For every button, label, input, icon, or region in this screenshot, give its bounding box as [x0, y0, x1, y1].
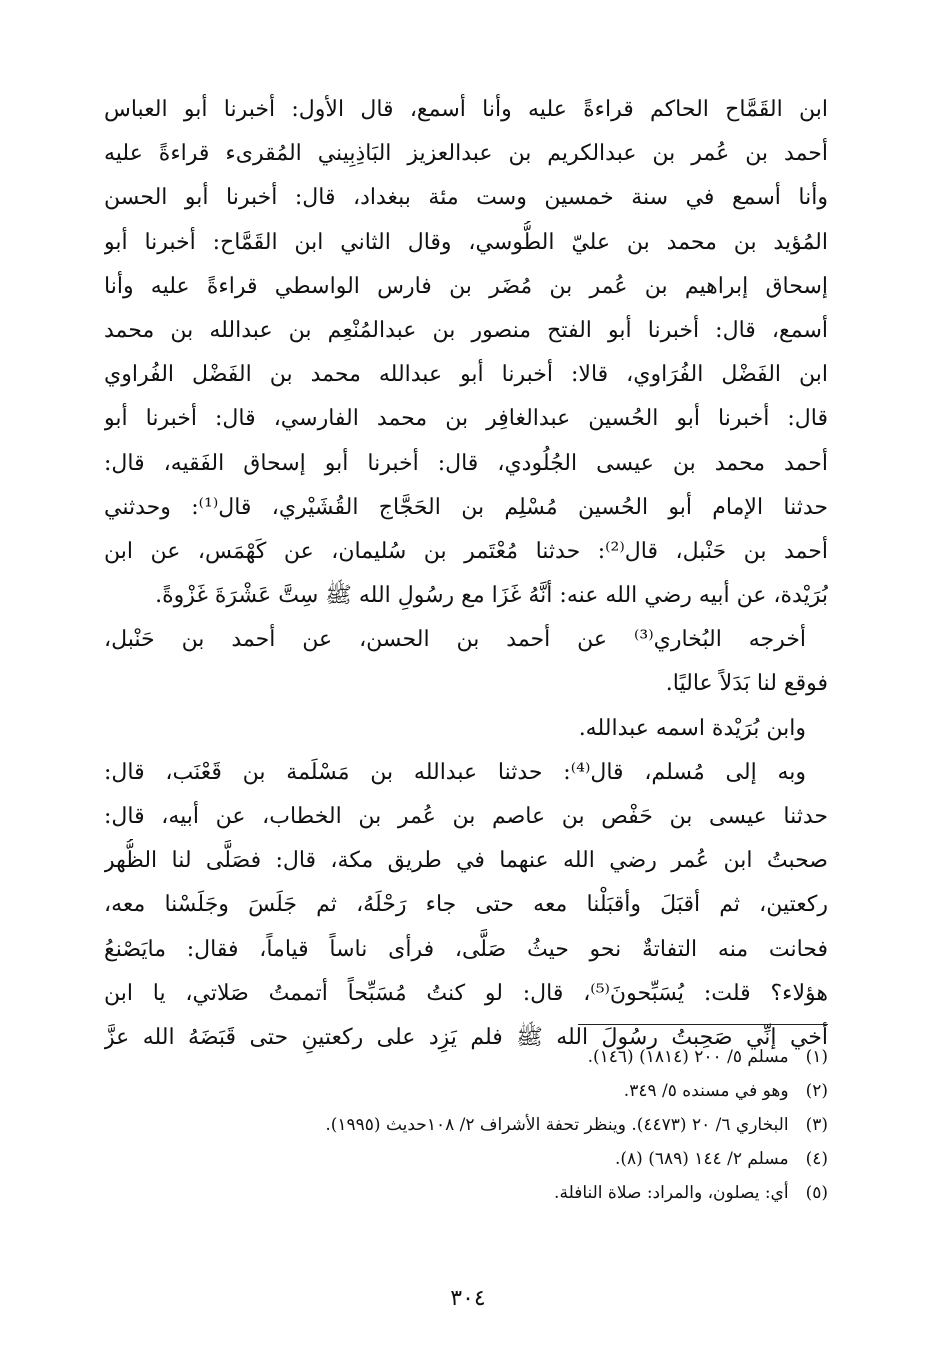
page-number: ٣٠٤: [450, 1286, 486, 1311]
text-line: بُرَيْدة، عن أبيه رضي الله عنه: أنَّهُ غَزَا مع رسُولِ الله ﷺ سِتَّ عَشْرَةَ غَزْوةً.: [155, 583, 828, 609]
text-line: فوقع لنا بَدَلاً عاليًا.: [665, 671, 828, 697]
footnote: [104, 1142, 828, 1176]
text-line: وبه إلى مُسلم، قال⁽⁴⁾: حدثنا عبدالله بن مَسْلَمة بن قَعْنَب، قال:: [104, 759, 807, 785]
footnote: [104, 1108, 828, 1142]
text-line: هؤلاء؟ قلت: يُسَبِّحونَ⁽⁵⁾، قال: لو كنتُ مُسَبِّحاً أتممتُ صَلاتي، يا ابن: [104, 980, 828, 1006]
text-line: أحمد بن حَنْبل، قال⁽²⁾: حدثنا مُعْتَمر بن سُليمان، عن كَهْمَس، عن ابن: [104, 538, 828, 564]
footnote-text: وهو في مسنده ٥/ ٣٤٩.: [623, 1081, 789, 1101]
footnote-text: مسلم ٢/ ١٤٤ (٦٨٩) (٨).: [614, 1149, 789, 1169]
text-line: حدثنا الإمام أبو الحُسين مُسْلِم بن الحَجَّاج القُشَيْري، قال⁽¹⁾: وحدثني: [104, 494, 828, 520]
footnote-divider: [578, 1024, 828, 1025]
footnote-number: (٤): [805, 1149, 828, 1169]
footnote-text: البخاري ٦/ ٢٠ (٤٤٧٣). وينظر تحفة الأشراف ٢/ ١٠٨حديث (١٩٩٥).: [325, 1115, 789, 1135]
footnote-number: (١): [805, 1047, 828, 1067]
footnote-number: (٢): [805, 1081, 828, 1101]
text-line: وأنا أسمع في سنة خمسين وست مئة ببغداد، قال: أخبرنا أبو الحسن: [104, 185, 828, 211]
text-line: فحانت منه التفاتةٌ نحو حيثُ صَلَّى، فرأى ناساً قياماً، فقال: مايَصْنعُ: [104, 936, 828, 962]
main-text: [104, 88, 828, 1060]
text-line: وابن بُرَيْدة اسمه عبدالله.: [578, 715, 806, 741]
footnote-number: (٥): [805, 1183, 828, 1203]
footnote-text: مسلم ٥/ ٢٠٠ (١٨١٤) (١٤٦).: [587, 1047, 789, 1067]
text-line: صحبتُ ابن عُمر رضي الله عنهما في طريق مكة، قال: فصَلَّى لنا الظُّهر: [104, 848, 828, 874]
text-line: ابن القَمَّاح الحاكم قراءةً عليه وأنا أسمع، قال الأول: أخبرنا أبو العباس: [104, 97, 828, 122]
footnote: [104, 1176, 828, 1210]
text-line: أخي إنِّي صَحِبتُ رسُولَ الله ﷺ فلم يَزِد على ركعتينِ حتى قَبَضَهُ الله عزَّ: [104, 1024, 828, 1050]
text-line: أحمد محمد بن عيسى الجُلُودي، قال: أخبرنا أبو إسحاق الفَقيه، قال:: [104, 450, 828, 476]
footnote-number: (٣): [805, 1115, 828, 1135]
footnote-text: أي: يصلون، والمراد: صلاة النافلة.: [554, 1183, 789, 1203]
text-line: إسحاق إبراهيم بن عُمر بن مُضَر بن فارس الواسطي قراءةً عليه وأنا: [104, 273, 828, 299]
text-line: أخرجه البُخاري⁽³⁾ عن أحمد بن الحسن، عن أحمد بن حَنْبل،: [104, 627, 806, 653]
text-line: أحمد بن عُمر بن عبدالكريم بن عبدالعزيز البَاذِبِيني المُقرىء قراءةً عليه: [104, 141, 828, 167]
text-line: ركعتين، ثم أقبَلَ وأقبَلْنا معه حتى جاء رَحْلَهُ، ثم جَلَسَ وجَلَسْنا معه،: [104, 892, 828, 918]
footnote: [104, 1074, 828, 1108]
text-line: أسمع، قال: أخبرنا أبو الفتح منصور بن عبدالمُنْعِم بن عبدالله بن محمد: [104, 317, 828, 343]
footnote: [104, 1040, 828, 1074]
text-line: حدثنا عيسى بن حَفْص بن عاصم بن عُمر بن الخطاب، عن أبيه، قال:: [104, 804, 828, 829]
text-line: قال: أخبرنا أبو الحُسين عبدالغافِر بن محمد الفارسي، قال: أخبرنا أبو: [104, 406, 828, 432]
text-line: المُؤيد بن محمد بن عليّ الطُّوسي، وقال الثاني ابن القَمَّاح: أخبرنا أبو: [104, 229, 828, 255]
footnotes: [104, 1040, 828, 1210]
text-line: ابن الفَضْل الفُرَاوي، قالا: أخبرنا أبو عبدالله محمد بن الفَضْل الفُراوي: [104, 362, 828, 388]
